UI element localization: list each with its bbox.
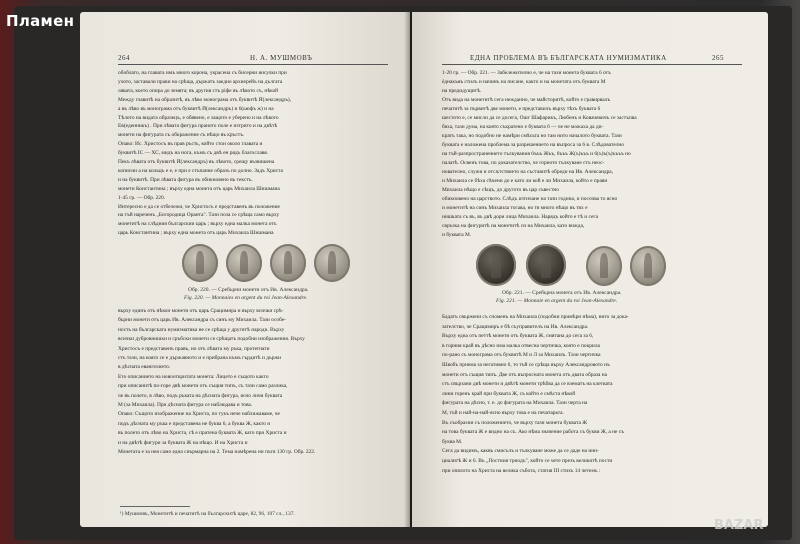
right-page <box>412 12 768 527</box>
text-line: на това буквата Ж е видно на съ. Ако нѣма значение работа съ букви Ж, а не съ <box>442 429 624 436</box>
text-line: Върху една отъ петтѣ монети отъ буквата Ж, смятана до сега за 6, <box>442 333 594 340</box>
text-line: на тъй-разпространението тълкувания 6ъъъ Жъъ, 6ъъъ Ж(ъ)ъъъ и 6(ъ)ъ(ъ)ъъъъ но <box>442 151 631 157</box>
text-line: бърни монети отъ царь Ив. Александра съ синъ му Михаила. Тази особе- <box>118 317 286 324</box>
text-line: печатитѣ за първитѣ две монети, е представилъ върху тѣхъ буквата 6 <box>442 106 601 112</box>
text-line: Въ съобразни съ положението, че върху тази монета буквата Ж <box>442 419 588 426</box>
text-line: в дѣсната евангелието. <box>118 364 171 371</box>
left-page-number: 264 <box>118 54 130 62</box>
coin-drawing-1 <box>586 246 622 286</box>
text-line: всички дубровнишки и сръбски монети се срѣщатъ подобни изображения. Върху <box>118 336 305 343</box>
text-line: свръзка на фигуритѣ на монетитѣ си на Михаила, като вижда, <box>442 223 585 229</box>
text-line: че въ полето, в лѣво, подъ ръката на дѣсната фигура, ясно личи буквата <box>118 392 283 399</box>
coin-photo-1 <box>476 244 516 286</box>
seller-watermark: Пламен <box>6 12 75 30</box>
text-line: царь Константина ; върху една монета отъ царь Михаила Шишмана <box>118 230 274 237</box>
text-line: обоблато, на главата имъ много корона, украсена съ бисерни висулки при <box>118 70 287 76</box>
text-line: и монетитѣ на синъ Михаила тогава, но тя много нѣщо въ тях е <box>442 205 588 211</box>
text-line: ѐднакъвъ стилъ и начинъ на писане, както и на монетата отъ буквата М <box>442 79 606 85</box>
text-line: монети на фигурата съ обкражение съ нѣщо въ кръстъ. <box>118 132 245 139</box>
right-page-number: 265 <box>712 54 724 62</box>
text-line: Монетата е за нея само една сиърмарна на 2. Тема намѣрена ни пътя 130 гр. Обр. 222. <box>118 449 316 455</box>
text-line: стъ свързани двѣ монети и двѣтѣ монети трѣбва да се взематъ на клетвата <box>442 381 613 388</box>
text-line: Михаила нѣщо е сѣщъ, до другото въ цар съвестно <box>442 187 560 193</box>
text-line: фигурата на дѣсно, т. е. до фигурата на Михаила. Тази черта на <box>442 400 588 407</box>
right-running-head: ЕДНА ПРОБЛЕМА ВЪ БЪЛГАРСКАТА НУМИЗМАТИКА <box>470 54 667 62</box>
text-line: буквата е наложена проблема за разрешението на въпроса за 6 в. Слѣдователно <box>442 142 624 148</box>
text-line: нователно, служи и отсѫтствието на съставитѣ обреди на Ив. Александра, <box>442 169 614 175</box>
left-running-head: Н. А. МУШМОВЪ <box>250 54 313 62</box>
text-line: монети Константина ; върху една монета отъ царь Михаила Шишмана <box>118 185 280 192</box>
coin-image-4 <box>314 244 350 282</box>
text-line: буквитѣ ІС — ХС, мидъ на нога, къмъ съ двѣ ен рядъ благославя. <box>118 150 269 157</box>
text-line: и на двѣтѣ фигури за буквата Ж на нѣщо. И на Христа и <box>118 439 248 446</box>
text-line: при опялото на Христа на велика събота, статия III стихъ 14 четемъ : <box>442 467 601 474</box>
left-page <box>80 12 410 527</box>
text-line: Между главитѣ на образитѣ, въ лѣво монограма отъ буквитѣ Й(лександръ), <box>118 96 292 103</box>
text-line: Опако: Същото изображение на Христа, по тукъ нече наближаваме, че <box>118 411 280 418</box>
text-line: Христосъ е представенъ правъ, но отъ лѣвата му ръка, протегнати <box>118 345 270 352</box>
text-line: ухото, заставали прави на срѣща, държатъ заедно архиерейъ на дългата <box>118 78 283 85</box>
right-figure-caption: Обр. 221. — Сребърна монета отъ Ив. Александра. <box>502 290 622 296</box>
text-line: М (за Михаила). При дѣсната фигура се наблюдава и това. <box>118 402 253 408</box>
text-line: кратъ така, но подобно не намѣри смѣсьта но там нито началото буквата. Тази <box>442 133 622 139</box>
coin-image-3 <box>270 244 306 282</box>
text-line: обикновено на царството. Слѣдъ изтичане на тази година, и посочва то ясно <box>442 196 618 202</box>
text-line: стъ тази, на кояго се е държавното и е прибрана къмъ гърдитѣ и държи <box>118 355 282 361</box>
text-line: циалитѣ Ж и 6. Въ „Постния триодъ", който се чете презъ великитѣ пости <box>442 458 613 464</box>
text-line: Ев(еденникъ) . При лѣвата фигура праното поле е изтрито и на двѣтѣ <box>118 123 278 130</box>
text-line: ность на българската нумизматика не се срѣща у другитѣ народи. Върху <box>118 326 285 333</box>
text-line: 1·45 гр. — Обр. 220. <box>118 194 166 201</box>
text-line: Ето описанието на новооткритата монета: Лицето е същото както <box>118 373 269 380</box>
left-figure-caption-fr: Fig. 220. — Monnaies en argent du roi Jean-Alexandre. <box>184 295 308 301</box>
text-line: и Михаила се бѣха сѣчени до е като ли кой е ли Михаила, който е прави <box>442 178 608 184</box>
text-line: и на буквитѣ. При лѣвата фигура въ обикновено въ текстъ. <box>118 176 253 183</box>
left-footnote: ¹) Мушмовъ, Монетитѣ и печатитѣ на българскитѣ царе, 82, 96, 107 сл., 137. <box>120 511 295 517</box>
text-line: върху единъ отъ нѣкои монети отъ царь Срацимира и върху всички срѣ- <box>118 308 284 314</box>
footnote-rule <box>120 506 190 507</box>
text-line: Опако: Ис. Христосъ въ прав ръсть, който стои около главата и <box>118 141 263 148</box>
text-line: на предидущитѣ. <box>442 88 482 94</box>
text-line: Тѣлото на видата образецъ, е обявено, е защото е уберено и на лѣвото <box>118 114 279 121</box>
text-line: нишката съ въ, въ двѣ дори лица Михаила. Нарядъ който е тѣ и сега <box>442 214 598 220</box>
text-line: при описанитѣ по-горе двѣ монети отъ същия типъ, съ тази само разлика, <box>118 383 288 390</box>
right-figure-caption-fr: Fig. 221. — Monnaie en argent du roi Jean-Alexandre. <box>496 298 618 304</box>
text-line: Бадатъ свържени съ споменъ на Михаила (подобни примѣри нѣма), нито за дока- <box>442 314 629 320</box>
text-line: и буквата М. <box>442 232 472 238</box>
text-line: а въ лѣво въ монограма отъ буквитѣ Й(лександръ) и 6(ьюфъ ж) и на <box>118 105 274 112</box>
text-line: лини горенъ край при буквата Ж, съ който е смѣста нѣкой <box>442 390 576 397</box>
text-line: монети отъ същия типъ. Две отъ въпросната монета отъ двата образа на <box>442 371 608 378</box>
coin-image-1 <box>182 244 218 282</box>
text-line: монетитѣ на слѣдния българскии царь ; върху една малка монета отъ <box>118 221 277 228</box>
right-head-rule <box>442 64 742 65</box>
coin-photo-2 <box>526 244 566 286</box>
text-line: шестото е, се мисли да се досега, Ошг Шафарикъ, Любенъ и Ковачевичъ се застъпва <box>442 115 637 121</box>
text-line: палатѣ. Освенъ това, по доказателство, че горното тълкуване стъ неос- <box>442 160 605 166</box>
text-line: зателство, че Срацимиръ е бѣ съуправителъ на Ив. Александра. <box>442 323 589 330</box>
bazar-watermark: BAZAR <box>714 518 764 533</box>
text-line: 1·20 гр. — Обр. 221. — Забележително е, че на тази монета буквата 6 отъ <box>442 70 611 76</box>
text-line: буква М. <box>442 438 463 445</box>
text-line: въ полето отъ лѣво на Христа, сѣ е пратена буквата Ж, като при Христа и <box>118 430 287 437</box>
text-line: подъ дѣсната му ръка е представена не буква 6, а буква Ж, както и <box>118 420 271 427</box>
text-line: в горния край въ дѣсно има малка отвесна чертичка, която е покрила <box>442 342 600 349</box>
text-line: по-рано съ монограма отъ буквитѣ М и Л за Михаилъ. Тази чертичка <box>442 352 601 359</box>
left-figure-caption: Обр. 220. — Сребърни монети отъ Ив. Александра. <box>188 287 309 293</box>
text-line: Интересно е да се отбележи, че Христосъ е представенъ въ положение <box>118 203 280 210</box>
left-head-rule <box>118 64 388 65</box>
text-line: лявата, което опира до земята; въ другия стъ ріфе въ лѣвото съ, нѣкой <box>118 87 279 94</box>
text-line: на тъй нареченъ „Богородица Оранта". Тази поза се срѣща само върху <box>118 212 280 219</box>
text-line: Пекъ лѣвата отъ буквитѣ Й(лександръ) въ лѣвото, срещу възвишена <box>118 159 275 165</box>
text-line: Отъ вида на монетитѣ сега нежданно, че майсторитѣ, който е гравирвалъ <box>442 97 611 103</box>
coin-image-2 <box>226 244 262 282</box>
text-line: Швобъ приема за негативно 6, то тъй се срѣща върху Александровото нъ <box>442 362 610 368</box>
text-line: бяха, тази дума, на която съкратено е буквата 6 — че не можаха да ди- <box>442 124 604 130</box>
text-line: кописни а на кольцъ е е, е при е стъпанне образъ по долно. Задъ Христа <box>118 167 283 174</box>
text-line: М, тъй и най-на-най-ясно върху това е на печатарьта. <box>442 410 564 416</box>
text-line: Сега да видимъ, каквъ смисълъ и тълкуване може да се даде на ини- <box>442 448 599 455</box>
coin-drawing-2 <box>630 246 666 286</box>
